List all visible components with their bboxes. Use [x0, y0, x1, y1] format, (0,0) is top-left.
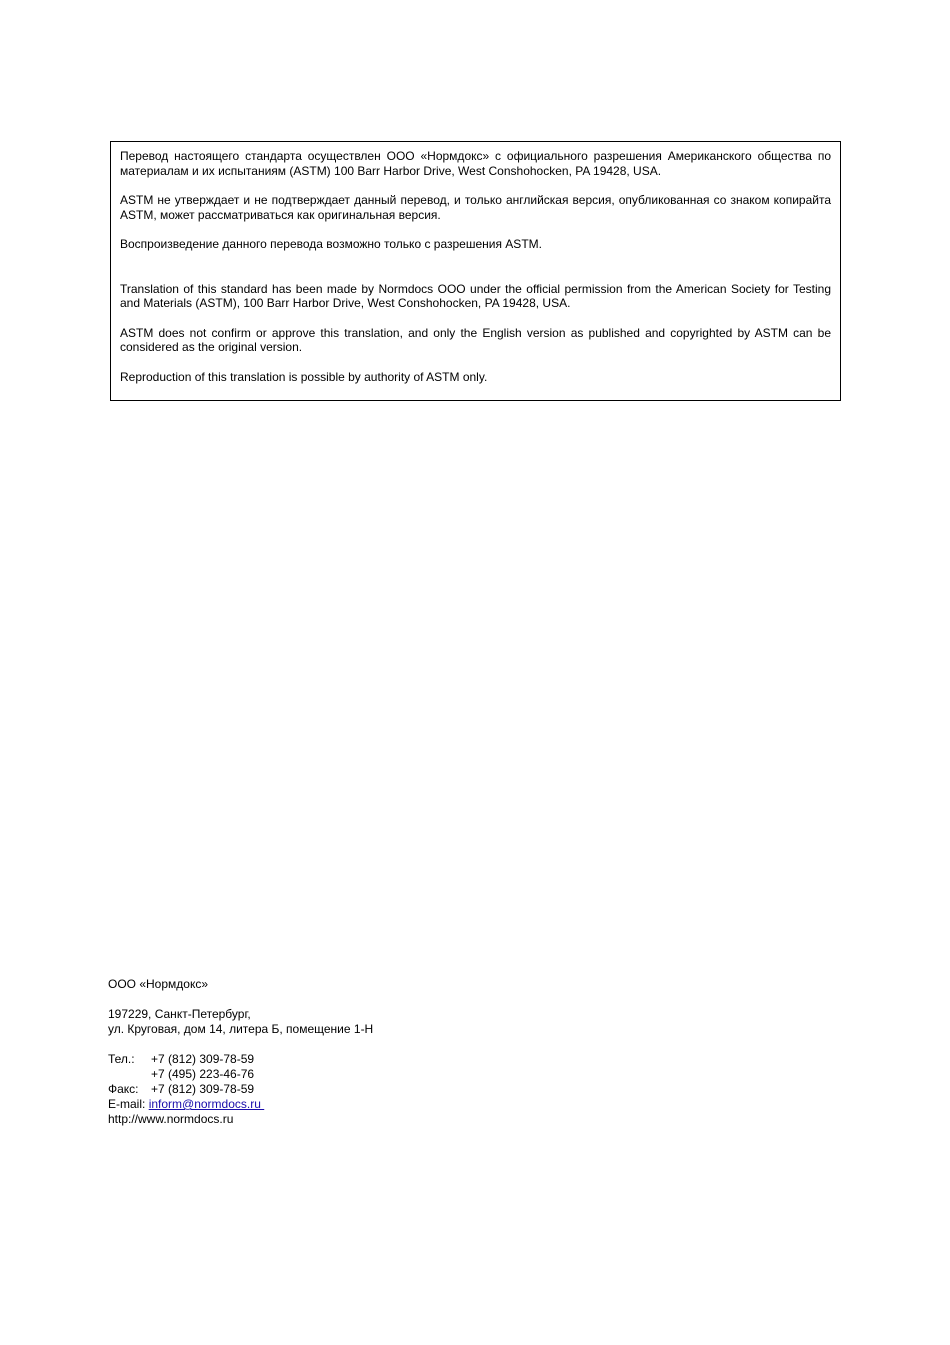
phone-row-2: [108, 1067, 373, 1082]
notice-ru-1: Перевод настоящего стандарта осуществлен ООО «Нормдокс» с официального разрешения Американского общества по материалам и их испытаниям (ASTM) 100 Barr Harbor Drive, West Conshohocken, PA 19428, USA.: [120, 149, 831, 178]
phone-label: Тел.:: [108, 1052, 135, 1066]
fax-number: +7 (812) 309-78-59: [151, 1082, 255, 1096]
email-link[interactable]: inform@normdocs.ru: [148, 1097, 265, 1111]
phone-1: +7 (812) 309-78-59: [151, 1052, 255, 1066]
notice-en-1: Translation of this standard has been made by Normdocs OOO under the official permission from the American Society for Testing and Materials (ASTM), 100 Barr Harbor Drive, West Conshohocken, PA 19428, USA.: [120, 281, 831, 310]
website-url: http://www.normdocs.ru: [108, 1112, 234, 1126]
email-row: [108, 1097, 373, 1112]
contact-block: [108, 977, 373, 1127]
translation-notice-box: [110, 141, 841, 401]
email-label: E-mail:: [108, 1097, 146, 1111]
address-line-1: 197229, Санкт-Петербург,: [108, 1007, 251, 1021]
notice-ru-3: Воспроизведение данного перевода возможно только с разрешения ASTM.: [120, 237, 542, 251]
notice-en-3: Reproduction of this translation is possible by authority of ASTM only.: [120, 369, 488, 384]
address-line-2: ул. Круговая, дом 14, литера Б, помещение 1-Н: [108, 1022, 374, 1036]
phone-2: +7 (495) 223-46-76: [151, 1067, 255, 1081]
notice-ru-2: ASTM не утверждает и не подтверждает данный перевод, и только английская версия, опубликованная со знаком копирайта ASTM, может рассматриваться как оригинальная версия.: [120, 193, 831, 222]
company-name: ООО «Нормдокс»: [108, 977, 209, 991]
fax-label: Факс:: [108, 1082, 139, 1096]
notice-en-2: ASTM does not confirm or approve this translation, and only the English version as published and copyrighted by ASTM can be considered as the original version.: [120, 325, 831, 354]
phone-row-1: [108, 1052, 373, 1067]
fax-row: [108, 1082, 373, 1097]
